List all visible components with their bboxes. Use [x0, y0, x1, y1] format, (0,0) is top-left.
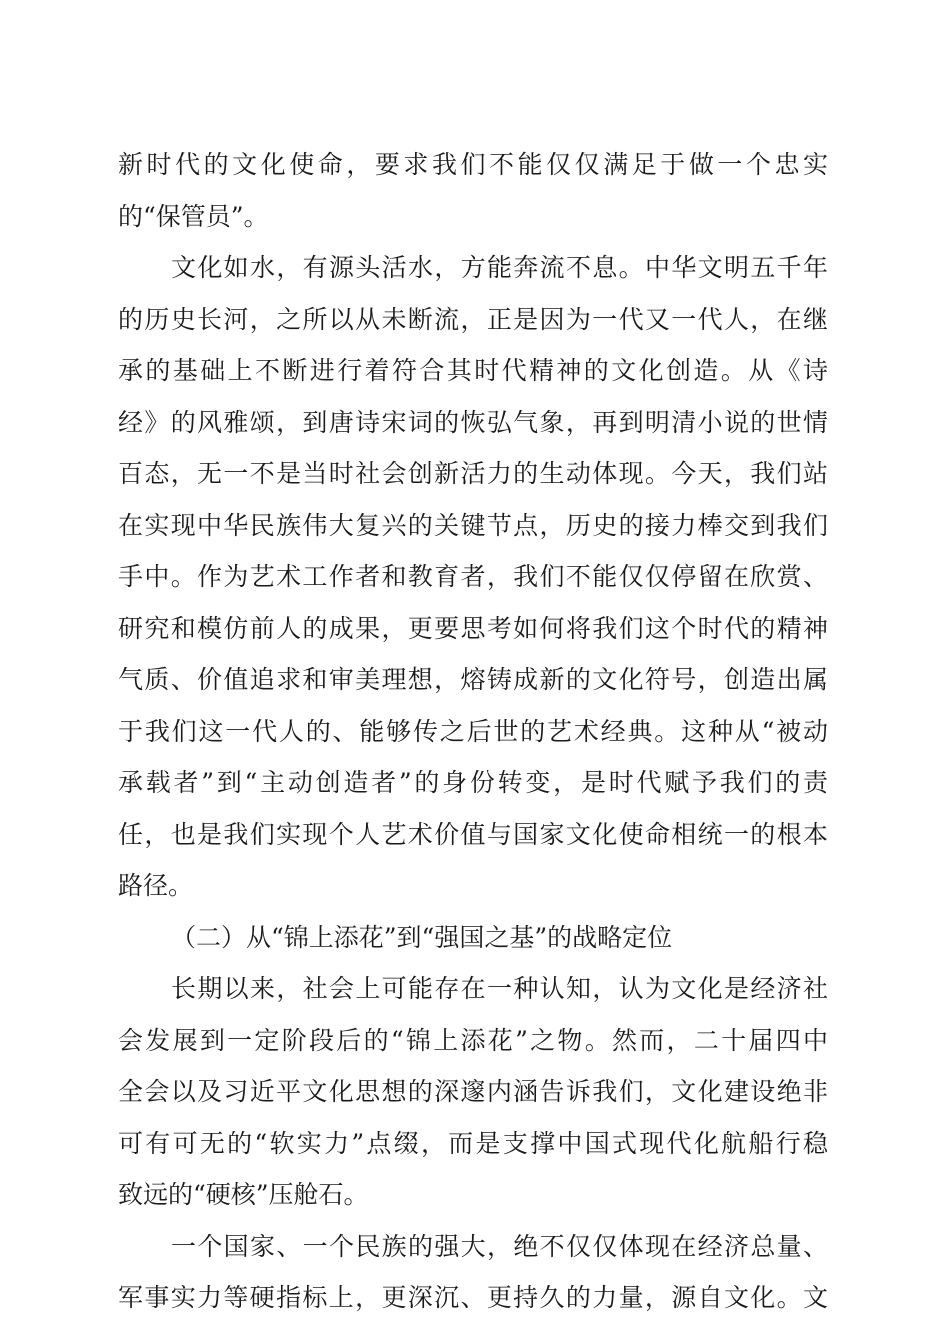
- text-line: 会发展到一定阶段后的“锦上添花”之物。然而，二十届四中: [118, 1025, 828, 1055]
- text-line: 手中。作为艺术工作者和教育者，我们不能仅仅停留在欣赏、: [118, 562, 828, 591]
- text-line: 在实现中华民族伟大复兴的关键节点，历史的接力棒交到我们: [118, 510, 828, 540]
- text-line: 承载者”到“主动创造者”的身份转变，是时代赋予我们的责: [118, 768, 828, 797]
- text-line: 可有可无的“软实力”点缀，而是支撑中国式现代化航船行稳: [118, 1128, 828, 1158]
- document-body: [118, 139, 828, 1324]
- text-line: 致远的“硬核”压舱石。: [118, 1180, 369, 1209]
- text-line: 路径。: [118, 871, 194, 900]
- text-line: 于我们这一代人的、能够传之后世的艺术经典。这种从“被动: [118, 716, 828, 746]
- text-line: 全会以及习近平文化思想的深邃内涵告诉我们，文化建设绝非: [118, 1077, 828, 1106]
- paragraph-first-line: 长期以来，社会上可能存在一种认知，认为文化是经济社: [171, 974, 828, 1003]
- text-line: 承的基础上不断进行着符合其时代精神的文化创造。从《诗: [118, 356, 828, 385]
- section-heading: （二）从“锦上添花”到“强国之基”的战略定位: [171, 922, 673, 952]
- text-line: 气质、价值追求和审美理想，熔铸成新的文化符号，创造出属: [118, 665, 828, 694]
- text-line: 新时代的文化使命，要求我们不能仅仅满足于做一个忠实: [118, 150, 828, 179]
- text-line: 军事实力等硬指标上，更深沉、更持久的力量，源自文化。文: [118, 1283, 828, 1312]
- text-line: 的历史长河，之所以从未断流，正是因为一代又一代人，在继: [118, 304, 828, 334]
- paragraph-first-line: 一个国家、一个民族的强大，绝不仅仅体现在经济总量、: [171, 1231, 828, 1261]
- text-line: 研究和模仿前人的成果，更要思考如何将我们这个时代的精神: [118, 613, 828, 643]
- text-line: 的“保管员”。: [118, 201, 269, 231]
- text-line: 任，也是我们实现个人艺术价值与国家文化使命相统一的根本: [118, 819, 828, 849]
- text-line: 百态，无一不是当时社会创新活力的生动体现。今天，我们站: [118, 459, 828, 488]
- paragraph-first-line: 文化如水，有源头活水，方能奔流不息。中华文明五千年: [171, 253, 828, 282]
- text-line: 经》的风雅颂，到唐诗宋词的恢弘气象，再到明清小说的世情: [118, 407, 828, 437]
